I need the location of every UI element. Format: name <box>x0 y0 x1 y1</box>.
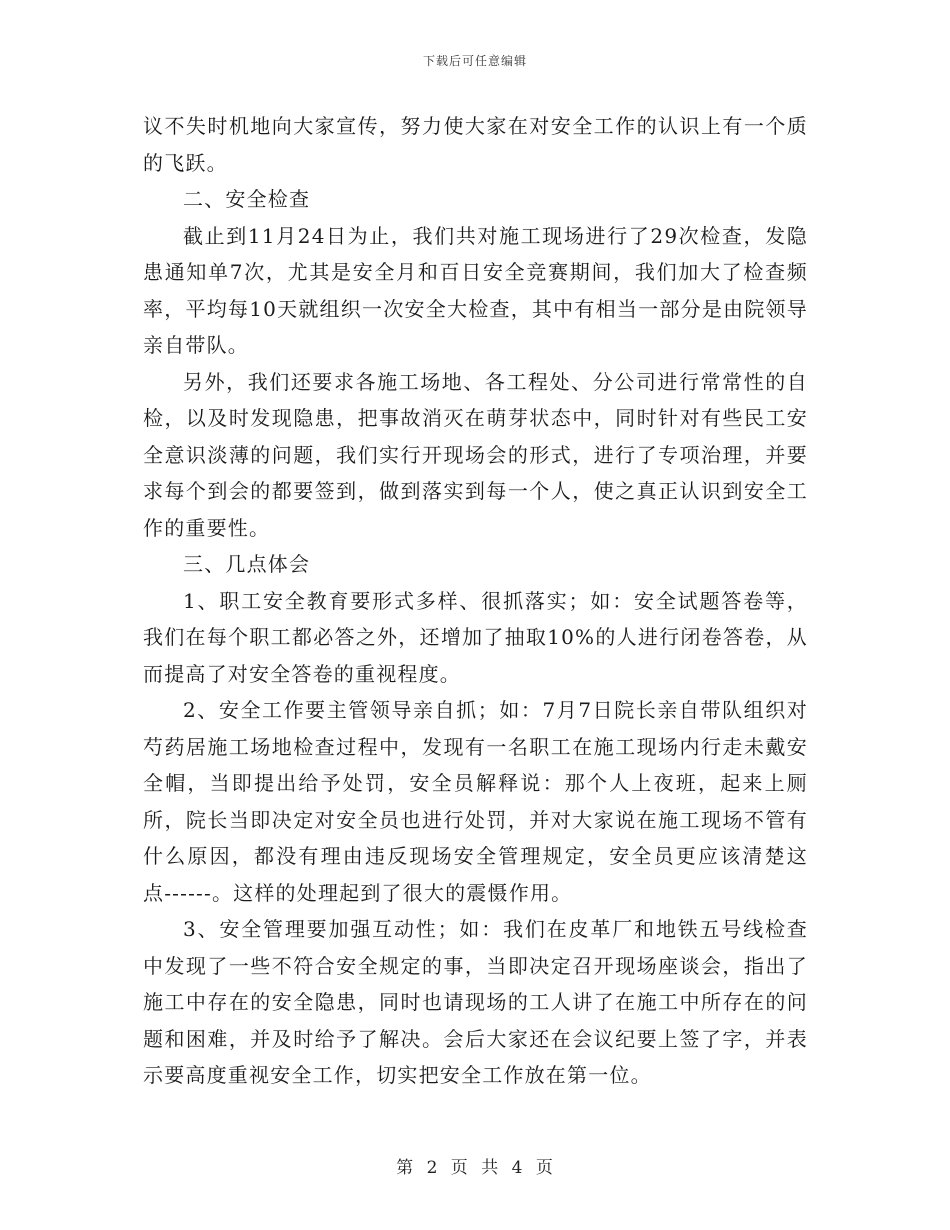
paragraph-point-2: 2、安全工作要主管领导亲自抓；如：7月7日院长亲自带队组织对芍药居施工场地检查过程中，发现有一名职工在施工现场内行走未戴安全帽，当即提出给予处罚，安全员解释说：那个人上夜班，起来上厕所，院长当即决定对安全员也进行处罚，并对大家说在施工现场不管有什么原因，都没有理由违反现场安全管理规定，安全员更应该清楚这点------。这样的处理起到了很大的震慑作用。 <box>143 698 808 905</box>
page-header: 下载后可任意编辑 <box>422 54 527 68</box>
document-body <box>143 108 808 1094</box>
section-heading-experiences: 三、几点体会 <box>183 552 311 576</box>
paragraph-continuation: 议不失时机地向大家宣传，努力使大家在对安全工作的认识上有一个质的飞跃。 <box>143 114 808 175</box>
section-heading-safety-inspection: 二、安全检查 <box>183 187 311 211</box>
paragraph-self-inspection: 另外，我们还要求各施工场地、各工程处、分公司进行常常性的自检，以及时发现隐患，把事故消灭在萌芽状态中，同时针对有些民工安全意识淡薄的问题，我们实行开现场会的形式，进行了专项治理，并要求每个到会的都要签到，做到落实到每一个人，使之真正认识到安全工作的重要性。 <box>143 369 808 540</box>
paragraph-point-1: 1、职工安全教育要形式多样、很抓落实；如：安全试题答卷等，我们在每个职工都必答之外，还增加了抽取10%的人进行闭卷答卷，从而提高了对安全答卷的重视程度。 <box>143 588 808 686</box>
paragraph-point-3: 3、安全管理要加强互动性；如：我们在皮革厂和地铁五号线检查中发现了一些不符合安全规定的事，当即决定召开现场座谈会，指出了施工中存在的安全隐患，同时也请现场的工人讲了在施工中所存在的问题和困难，并及时给予了解决。会后大家还在会议纪要上签了字，并表示要高度重视安全工作，切实把安全工作放在第一位。 <box>143 917 808 1087</box>
paragraph-inspection-summary: 截止到11月24日为止，我们共对施工现场进行了29次检查，发隐患通知单7次，尤其是安全月和百日安全竞赛期间，我们加大了检查频率，平均每10天就组织一次安全大检查，其中有相当一部分是由院领导亲自带队。 <box>143 223 808 357</box>
page-number: 第 2 页 共 4 页 <box>396 1158 554 1178</box>
